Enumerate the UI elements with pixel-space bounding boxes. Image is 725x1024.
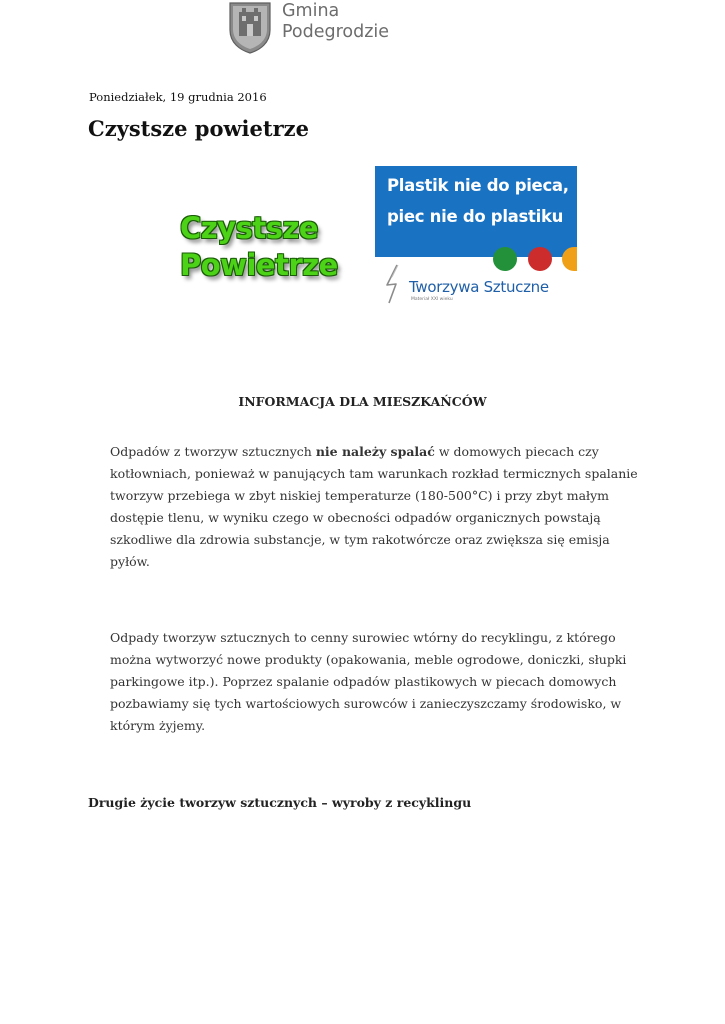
brand-line-1: Gmina (282, 1, 340, 21)
paragraph-1-end: w domowych piecach czy kotłowniach, ponieważ w panujących tam warunkach rozkład termicznych spalanie tworzyw przebiega w zbyt niskiej temperaturze (180-500°C) i przy zbyt małym dostępie tlenu, w wyniku czego w obecności odpadów organicznych powstają szkodliwe dla zdrowia substancje, w tym rakotwórcze oraz zwiększa się emisja pyłów. (110, 444, 638, 569)
plastic-campaign-banner (375, 166, 577, 307)
plastics-logo-icon (383, 263, 405, 305)
clean-air-line-2: Powietrze (180, 248, 338, 282)
article-date: Poniedziałek, 19 grudnia 2016 (89, 90, 267, 104)
paragraph-1 (110, 441, 640, 573)
clean-air-graphic (180, 210, 348, 296)
coat-of-arms-icon (227, 0, 273, 54)
red-dot-icon (528, 247, 552, 271)
recycling-subheading: Drugie życie tworzyw sztucznych – wyroby z recyklingu (88, 795, 472, 810)
article-title: Czystsze powietrze (88, 116, 309, 141)
site-header (227, 0, 389, 56)
paragraph-1-start: Odpadów z tworzyw sztucznych (110, 444, 316, 459)
logo-name: Tworzywa Sztuczne (409, 278, 549, 296)
paragraph-2: Odpady tworzyw sztucznych to cenny surowiec wtórny do recyklingu, z którego można wytworzyć nowe produkty (opakowania, meble ogrodowe, doniczki, słupki parkingowe itp.). Poprzez spalanie odpadów plastikowych w piecach domowych pozbawiamy się tych wartościowych surowców i zanieczyszczamy środowisko, w którym żyjemy. (110, 630, 627, 733)
brand-line-2: Podegrodzie (282, 22, 390, 42)
clean-air-line-1: Czystsze (180, 211, 318, 245)
banner-slogan-line-1: Plastik nie do pieca, (387, 176, 569, 195)
banner-slogan-line-2: piec nie do plastiku (387, 207, 564, 226)
orange-dot-icon (562, 247, 577, 271)
paragraph-1-emphasis: nie należy spalać (315, 444, 435, 459)
green-dot-icon (493, 247, 517, 271)
site-brand[interactable] (282, 1, 389, 43)
logo-subtitle: Materiał XXI wieku (411, 297, 453, 302)
section-heading: INFORMACJA DLA MIESZKAŃCÓW (238, 394, 487, 409)
